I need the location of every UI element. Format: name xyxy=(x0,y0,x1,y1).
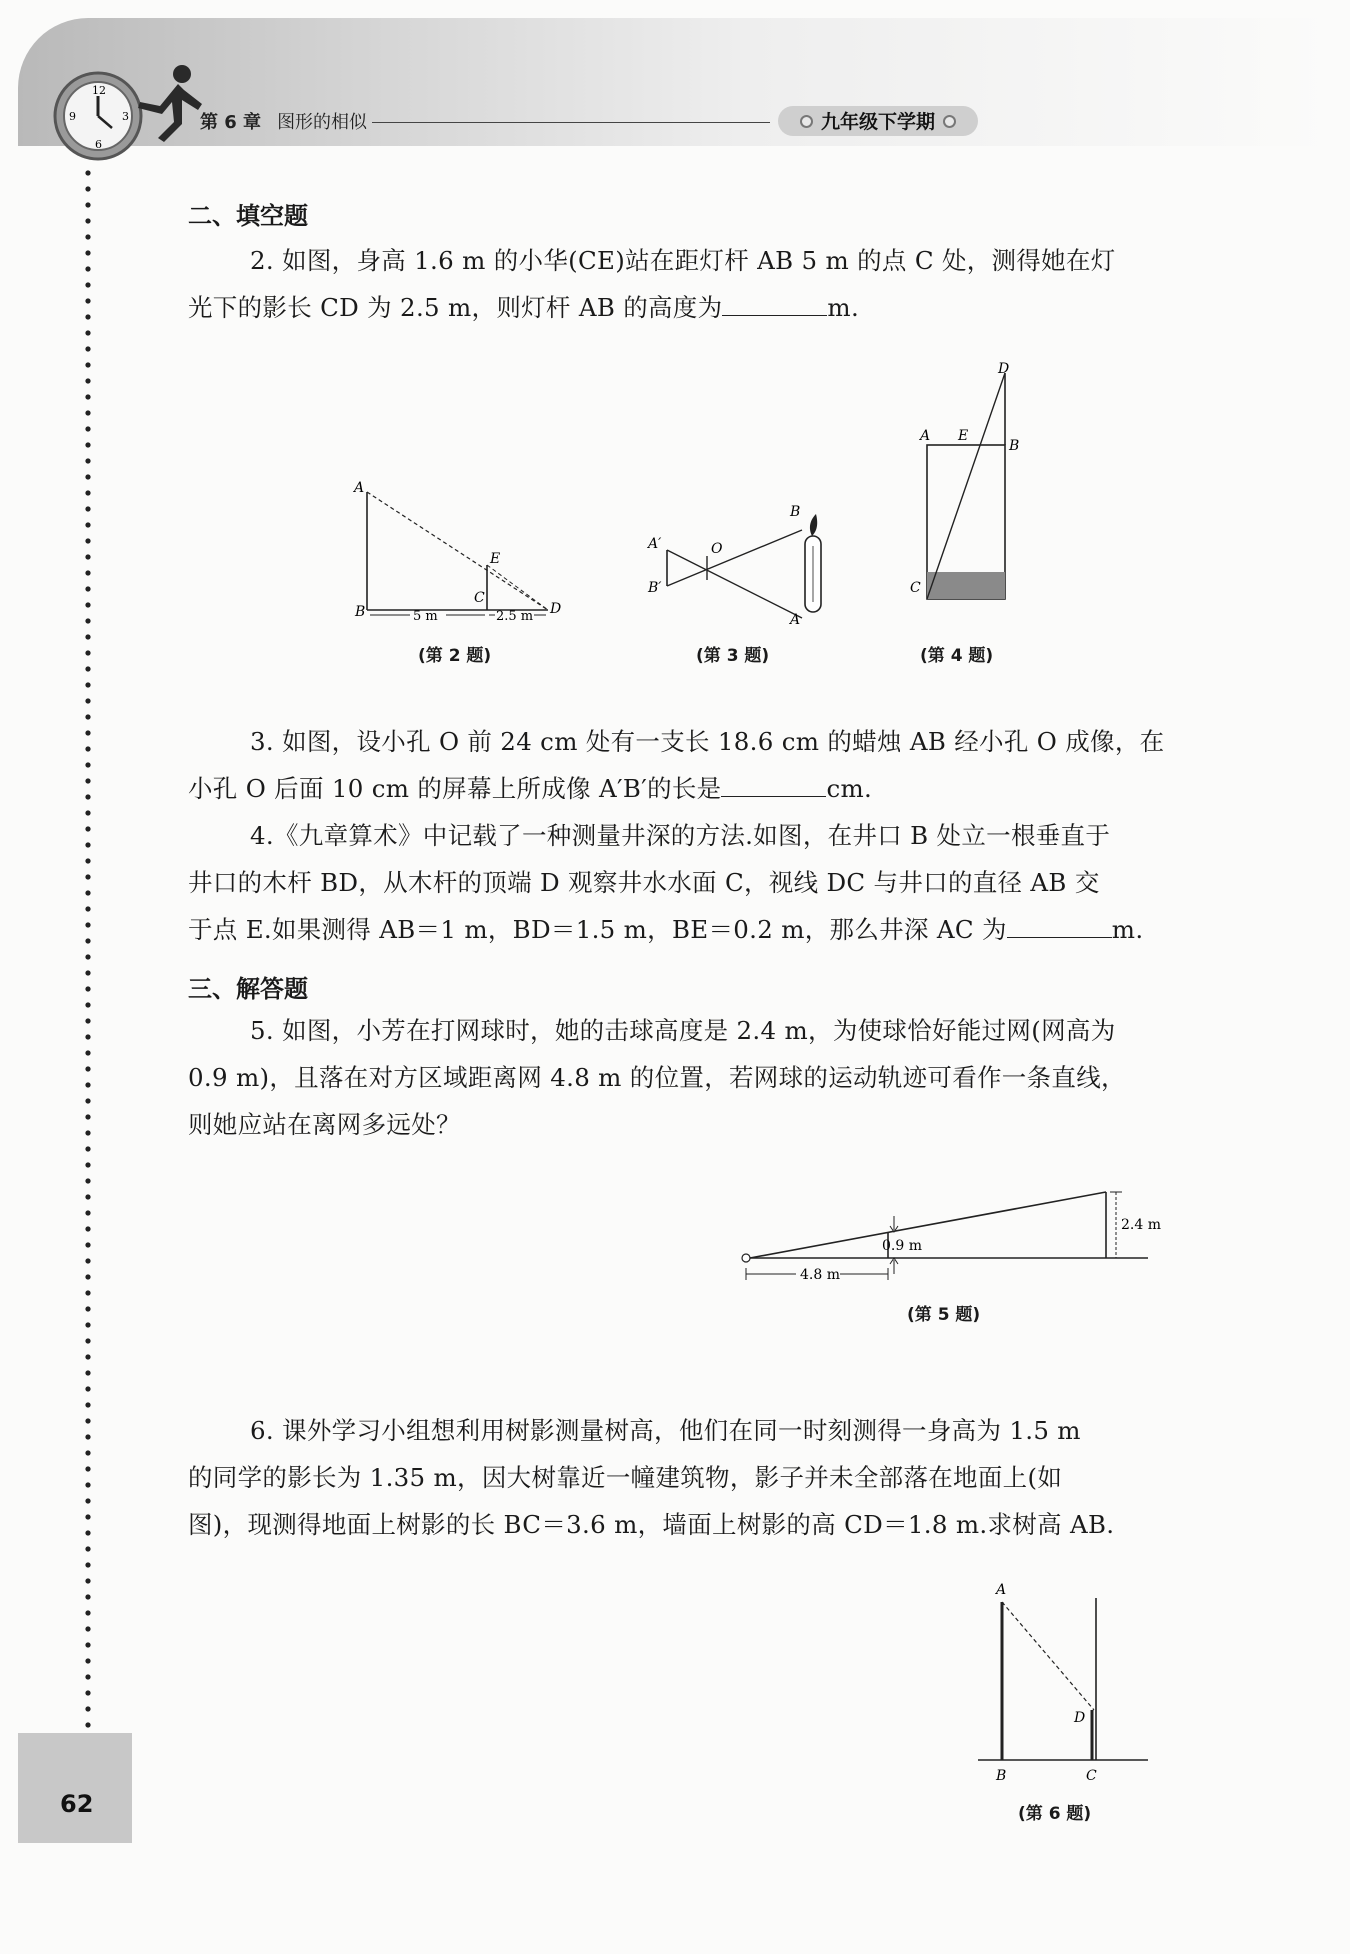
fig2-dim-bc: 5 m xyxy=(413,609,438,624)
q6-line3: 图)，现测得地面上树影的长 BC＝3.6 m，墙面上树影的高 CD＝1.8 m.求树高 AB. xyxy=(188,1510,1115,1539)
fig2-light-ray xyxy=(367,492,548,610)
q2-line1: 2. 如图，身高 1.6 m 的小华(CE)站在距灯杆 AB 5 m 的点 C 处，测得她在灯 xyxy=(250,246,1116,275)
question-4 xyxy=(188,812,1178,953)
figure-6 xyxy=(970,1570,1150,1790)
figure-3 xyxy=(640,498,840,628)
q5-line3: 则她应站在离网多远处？ xyxy=(188,1110,461,1139)
figure-2 xyxy=(350,478,570,628)
fig6-label-c: C xyxy=(1086,1768,1097,1784)
q4-line3: 于点 E.如果测得 AB＝1 m，BD＝1.5 m，BE＝0.2 m，那么井深 AC 为 xyxy=(188,915,1007,944)
fig6-label-a: A xyxy=(996,1582,1007,1598)
fig2-caption: (第 2 题) xyxy=(418,646,492,666)
chapter-heading xyxy=(200,108,367,134)
fig6-sun-ray xyxy=(1002,1602,1094,1710)
q6-line1: 6. 课外学习小组想利用树影测量树高，他们在同一时刻测得一身高为 1.5 m xyxy=(250,1416,1081,1445)
fig5-trajectory xyxy=(750,1192,1106,1258)
fig5-caption: (第 5 题) xyxy=(907,1305,981,1325)
q3-answer-blank[interactable] xyxy=(721,774,826,797)
fig2-shadow-ray xyxy=(487,565,548,610)
svg-text:12: 12 xyxy=(92,84,106,97)
question-2 xyxy=(188,237,1178,331)
q4-line2: 井口的木杆 BD，从木杆的顶端 D 观察井水水面 C，视线 DC 与井口的直径 AB 交 xyxy=(188,868,1100,897)
fig2-label-c: C xyxy=(474,590,485,606)
fig6-label-b: B xyxy=(996,1768,1007,1784)
q4-line1: 4.《九章算术》中记载了一种测量井深的方法.如图，在井口 B 处立一根垂直于 xyxy=(250,821,1111,850)
q3-unit: cm. xyxy=(826,774,873,803)
svg-text:9: 9 xyxy=(69,110,76,123)
grade-badge xyxy=(778,106,978,136)
q2-unit: m. xyxy=(827,293,860,322)
runner-silhouette-icon xyxy=(112,62,212,142)
grade-label: 九年级下学期 xyxy=(820,110,935,133)
chapter-title: 图形的相似 xyxy=(277,112,368,133)
fig3-ray-1 xyxy=(667,550,802,618)
q3-line2: 小孔 O 后面 10 cm 的屏幕上所成像 A′B′的长是 xyxy=(188,774,722,803)
q5-line1: 5. 如图，小芳在打网球时，她的击球高度是 2.4 m，为使球恰好能过网(网高为 xyxy=(250,1016,1116,1045)
fig4-water xyxy=(927,572,1005,599)
figure-4 xyxy=(910,362,1020,632)
q6-line2: 的同学的影长为 1.35 m，因大树靠近一幢建筑物，影子并未全部落在地面上(如 xyxy=(188,1463,1063,1492)
fig5-dim-net: 0.9 m xyxy=(882,1238,922,1254)
question-5 xyxy=(188,1007,1178,1148)
fig4-caption: (第 4 题) xyxy=(920,646,994,666)
question-6 xyxy=(188,1407,1178,1548)
q2-answer-blank[interactable] xyxy=(722,293,827,316)
page-number: 62 xyxy=(60,1790,94,1818)
svg-text:6: 6 xyxy=(95,138,102,151)
fig6-caption: (第 6 题) xyxy=(1018,1804,1092,1824)
section-answer: 三、解答题 xyxy=(188,975,308,1003)
badge-dot-icon xyxy=(943,115,956,128)
fig3-label-a1: A′ xyxy=(648,536,662,552)
fig2-dim-cd: 2.5 m xyxy=(496,609,534,624)
q4-answer-blank[interactable] xyxy=(1007,915,1112,938)
fig4-label-c: C xyxy=(910,580,921,596)
q3-line1: 3. 如图，设小孔 O 前 24 cm 处有一支长 18.6 cm 的蜡烛 AB 经小孔 O 成像，在 xyxy=(250,727,1165,756)
fig4-label-b: B xyxy=(1009,438,1020,454)
fig2-label-d: D xyxy=(550,601,562,617)
figure-5 xyxy=(736,1182,1161,1292)
fig4-sightline-dc xyxy=(927,373,1005,599)
fig4-label-e: E xyxy=(958,428,969,444)
fig3-label-b: B xyxy=(790,504,801,520)
fig3-caption: (第 3 题) xyxy=(696,646,770,666)
fig5-dim-land: 4.8 m xyxy=(800,1267,840,1283)
fig4-label-d: D xyxy=(998,361,1010,377)
fig6-label-d: D xyxy=(1074,1710,1086,1726)
fig3-label-a: A xyxy=(790,612,801,628)
badge-dot-icon xyxy=(800,115,813,128)
page-number-box xyxy=(18,1733,132,1843)
header-rule xyxy=(372,122,770,123)
fig2-label-a: A xyxy=(354,480,365,496)
binding-dots xyxy=(85,165,91,1740)
q2-line2: 光下的影长 CD 为 2.5 m，则灯杆 AB 的高度为 xyxy=(188,293,723,322)
fig5-dim-hit: 2.4 m xyxy=(1121,1217,1161,1233)
fig2-label-e: E xyxy=(490,551,501,567)
fig3-flame-icon xyxy=(810,514,817,536)
fig3-label-b1: B′ xyxy=(648,580,662,596)
fig5-ball-icon xyxy=(742,1254,750,1262)
fig3-ray-2 xyxy=(667,530,802,586)
section-fill-blank: 二、填空题 xyxy=(188,202,308,230)
q4-unit: m. xyxy=(1111,915,1144,944)
fig4-label-a: A xyxy=(920,428,931,444)
chapter-number: 第 6 章 xyxy=(200,112,262,133)
q5-line2: 0.9 m)，且落在对方区域距离网 4.8 m 的位置，若网球的运动轨迹可看作一条直线， xyxy=(188,1063,1126,1092)
question-3 xyxy=(188,718,1178,812)
fig2-label-b: B xyxy=(355,604,366,620)
fig3-label-o: O xyxy=(711,541,723,557)
svg-text:3: 3 xyxy=(122,110,129,123)
